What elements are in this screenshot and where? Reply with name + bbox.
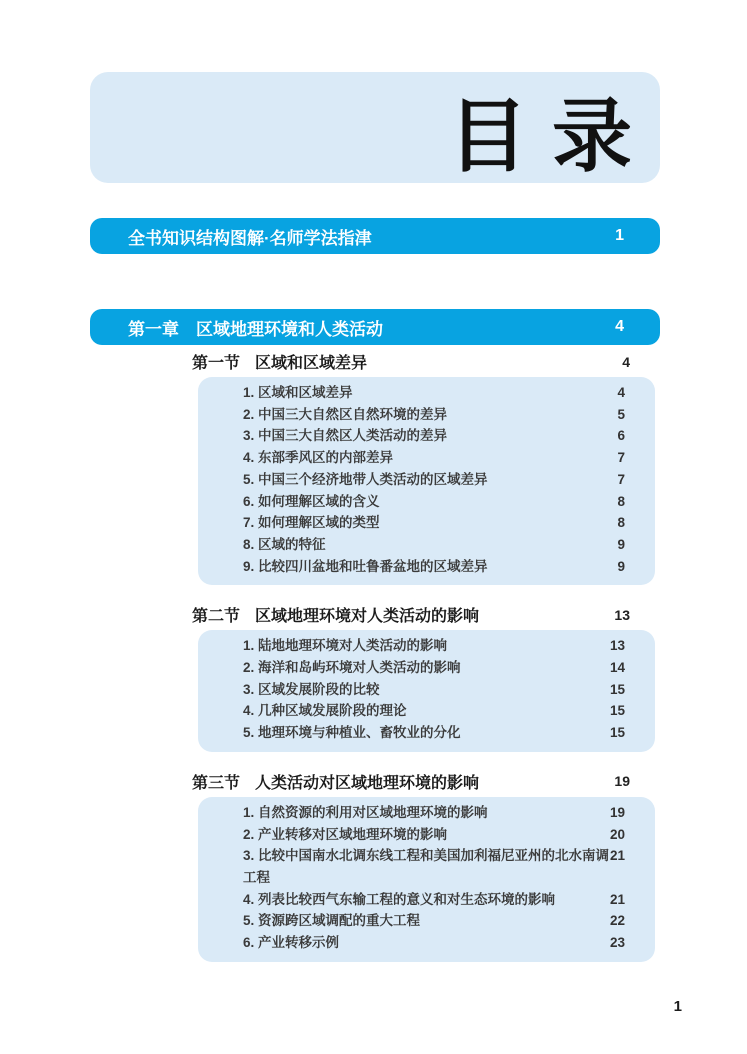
toc-item-label: 3. 比较中国南水北调东线工程和美国加利福尼亚州的北水南调工程 (243, 848, 610, 885)
toc-item-page-number: 9 (617, 558, 625, 574)
toc-item[interactable] (243, 722, 625, 744)
section-items-panel (198, 797, 655, 962)
toc-item-label: 2. 产业转移对区域地理环境的影响 (243, 826, 448, 842)
toc-item-label: 3. 区域发展阶段的比较 (243, 681, 380, 697)
toc-item-label: 4. 东部季风区的内部差异 (243, 450, 394, 466)
toc-item[interactable] (243, 910, 625, 932)
page-title: 目 录 (448, 93, 634, 182)
toc-item-label: 1. 自然资源的利用对区域地理环境的影响 (243, 804, 488, 820)
toc-item-page-number: 7 (617, 471, 625, 487)
section-page-number: 4 (622, 353, 630, 370)
toc-item[interactable] (243, 447, 625, 469)
toc-item-page-number: 14 (609, 660, 625, 676)
toc-item-page-number: 13 (609, 638, 625, 654)
front-matter-page-number: 1 (615, 227, 624, 244)
toc-item-label: 4. 几种区域发展阶段的理论 (243, 703, 407, 719)
toc-item[interactable] (243, 534, 625, 556)
toc-item-label: 5. 中国三个经济地带人类活动的区域差异 (243, 471, 488, 487)
section-title: 区域和区域差异 (255, 355, 368, 372)
toc-item-label: 2. 中国三大自然区自然环境的差异 (243, 406, 448, 422)
toc-item-page-number: 19 (609, 804, 625, 820)
toc-item-label: 5. 地理环境与种植业、畜牧业的分化 (243, 725, 461, 741)
toc-item[interactable] (243, 824, 625, 846)
toc-item-label: 6. 产业转移示例 (243, 935, 340, 951)
toc-item[interactable] (243, 932, 625, 954)
toc-item[interactable] (243, 469, 625, 491)
toc-item-page-number: 6 (617, 428, 625, 444)
toc-item-page-number: 15 (609, 681, 625, 697)
toc-item-page-number: 23 (609, 935, 625, 951)
toc-item-page-number: 21 (609, 891, 625, 907)
chapter-number: 第一章 (128, 319, 179, 339)
toc-item-page-number: 4 (617, 385, 625, 400)
section-page-number: 19 (614, 773, 630, 790)
section-header[interactable] (192, 604, 660, 625)
section-title: 区域地理环境对人类活动的影响 (255, 608, 480, 626)
sections-container (90, 351, 660, 962)
toc-item-label: 8. 区域的特征 (243, 536, 326, 552)
toc-item[interactable] (243, 404, 625, 426)
toc-item-label: 6. 如何理解区域的含义 (243, 493, 380, 509)
section-number: 第二节 (192, 608, 241, 626)
toc-item[interactable] (243, 512, 625, 534)
toc-item[interactable] (243, 700, 625, 722)
section-number: 第三节 (192, 774, 241, 792)
chapter-page-number: 4 (615, 318, 624, 335)
toc-item-page-number: 8 (617, 515, 625, 531)
toc-item-page-number: 8 (617, 493, 625, 509)
toc-item[interactable] (243, 657, 625, 679)
chapter-title: 区域地理环境和人类活动 (196, 319, 383, 339)
toc-content (90, 0, 660, 962)
toc-item[interactable] (243, 679, 625, 701)
section-header[interactable] (192, 771, 660, 792)
toc-item[interactable] (243, 845, 625, 888)
toc-item-page-number: 7 (617, 450, 625, 466)
section-items-panel (198, 377, 655, 585)
toc-item-page-number: 22 (609, 913, 625, 929)
toc-item-label: 7. 如何理解区域的类型 (243, 515, 380, 531)
toc-item-label: 1. 陆地地理环境对人类活动的影响 (243, 638, 448, 654)
toc-item[interactable] (243, 889, 625, 911)
section-title: 人类活动对区域地理环境的影响 (255, 774, 480, 792)
toc-item-label: 4. 列表比较西气东输工程的意义和对生态环境的影响 (243, 891, 556, 907)
section-header[interactable] (192, 351, 660, 372)
toc-item-label: 5. 资源跨区域调配的重大工程 (243, 913, 421, 929)
toc-item-label: 9. 比较四川盆地和吐鲁番盆地的区域差异 (243, 558, 488, 574)
toc-section (90, 771, 660, 962)
toc-title-box (90, 72, 660, 183)
toc-item[interactable] (243, 425, 625, 447)
toc-item-label: 3. 中国三大自然区人类活动的差异 (243, 428, 448, 444)
toc-item-page-number: 15 (609, 725, 625, 741)
toc-item[interactable] (243, 491, 625, 513)
toc-item[interactable] (243, 635, 625, 657)
chapter-band[interactable] (90, 309, 660, 345)
footer-page-number: 1 (673, 998, 682, 1015)
toc-item[interactable] (243, 382, 625, 404)
toc-section (90, 604, 660, 752)
toc-item-page-number: 9 (617, 536, 625, 552)
toc-item-label: 1. 区域和区域差异 (243, 385, 353, 400)
toc-item[interactable] (243, 802, 625, 824)
front-matter-band[interactable] (90, 218, 660, 254)
toc-item-page-number: 5 (617, 406, 625, 422)
section-items-panel (198, 630, 655, 752)
toc-item-page-number: 20 (609, 826, 625, 842)
front-matter-label: 全书知识结构图解·名师学法指津 (128, 228, 372, 248)
toc-item-label: 2. 海洋和岛屿环境对人类活动的影响 (243, 660, 461, 676)
toc-item-page-number: 21 (609, 848, 625, 864)
toc-section (90, 351, 660, 585)
section-number: 第一节 (192, 355, 241, 372)
toc-item-page-number: 15 (609, 703, 625, 719)
toc-item[interactable] (243, 556, 625, 578)
section-page-number: 13 (614, 606, 630, 623)
